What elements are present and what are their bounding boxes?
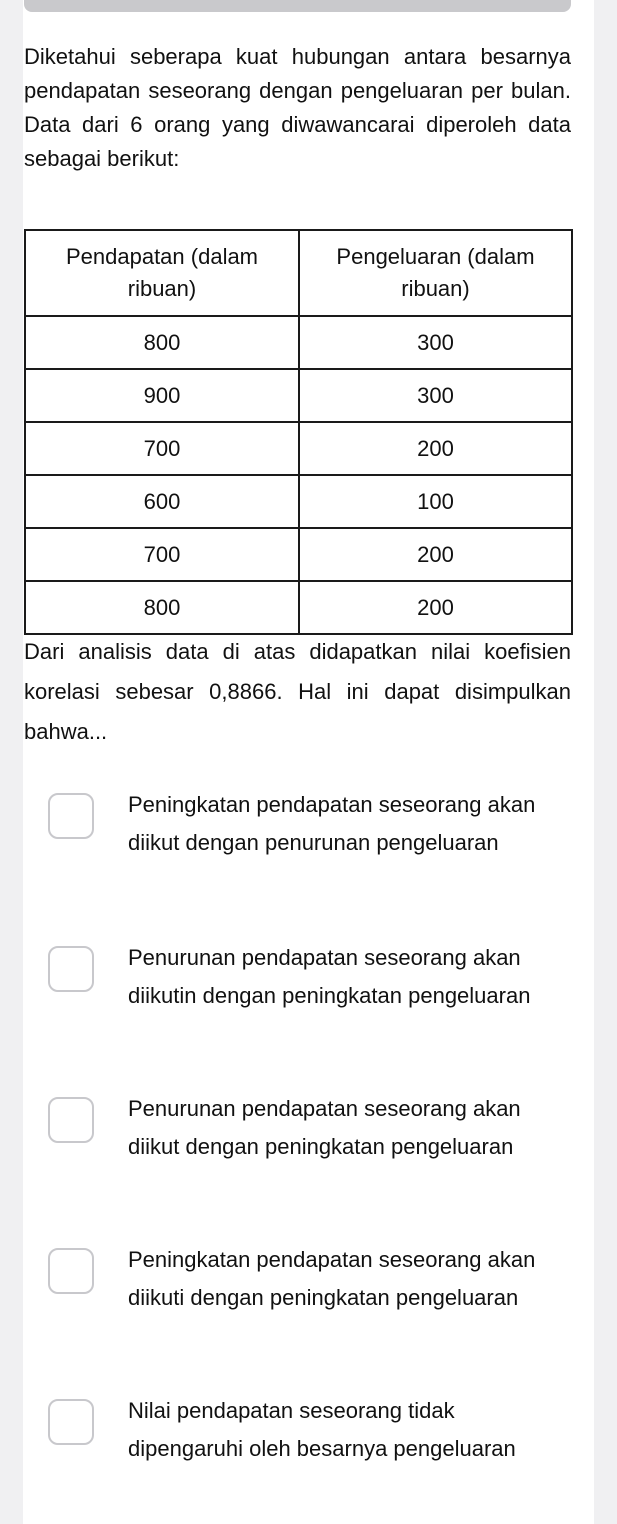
checkbox[interactable] <box>48 946 94 992</box>
cell-pendapatan: 600 <box>25 475 299 528</box>
answer-option-4[interactable] <box>48 1241 548 1361</box>
table-row <box>25 528 572 581</box>
cell-pengeluaran: 300 <box>299 369 572 422</box>
cell-pendapatan: 700 <box>25 422 299 475</box>
scroll-handle-bar <box>24 0 571 12</box>
table-header-row <box>25 230 572 316</box>
table-row <box>25 316 572 369</box>
option-label: Penurunan pendapatan seseorang akan diikutin dengan peningkatan pengeluaran <box>128 945 531 1008</box>
checkbox[interactable] <box>48 1248 94 1294</box>
cell-pendapatan: 800 <box>25 581 299 634</box>
conclusion-text: Dari analisis data di atas didapatkan nilai koefisien korelasi sebesar 0,8866. Hal ini dapat disimpulkan bahwa... <box>24 639 571 744</box>
table-row <box>25 581 572 634</box>
answer-option-2[interactable] <box>48 939 548 1059</box>
checkbox[interactable] <box>48 1399 94 1445</box>
answer-option-3[interactable] <box>48 1090 548 1210</box>
cell-pengeluaran: 300 <box>299 316 572 369</box>
table-row <box>25 475 572 528</box>
checkbox[interactable] <box>48 1097 94 1143</box>
cell-pengeluaran: 100 <box>299 475 572 528</box>
answer-option-1[interactable] <box>48 786 548 906</box>
cell-pendapatan: 800 <box>25 316 299 369</box>
checkbox[interactable] <box>48 793 94 839</box>
option-label: Peningkatan pendapatan seseorang akan diikuti dengan peningkatan pengeluaran <box>128 1247 536 1310</box>
header-pengeluaran: Pengeluaran (dalam ribuan) <box>299 230 572 316</box>
cell-pendapatan: 900 <box>25 369 299 422</box>
option-label: Peningkatan pendapatan seseorang akan diikut dengan penurunan pengeluaran <box>128 792 536 855</box>
cell-pengeluaran: 200 <box>299 581 572 634</box>
cell-pendapatan: 700 <box>25 528 299 581</box>
table-row <box>25 369 572 422</box>
table-row <box>25 422 572 475</box>
option-label: Nilai pendapatan seseorang tidak dipengaruhi oleh besarnya pengeluaran <box>128 1398 516 1461</box>
data-table <box>24 229 573 635</box>
cell-pengeluaran: 200 <box>299 528 572 581</box>
question-text: Diketahui seberapa kuat hubungan antara besarnya pendapatan seseorang dengan pengeluaran per bulan. Data dari 6 orang yang diwawancarai diperoleh data sebagai berikut: <box>24 44 571 171</box>
header-pendapatan: Pendapatan (dalam ribuan) <box>25 230 299 316</box>
answer-option-5[interactable] <box>48 1392 548 1512</box>
option-label: Penurunan pendapatan seseorang akan diikut dengan peningkatan pengeluaran <box>128 1096 521 1159</box>
cell-pengeluaran: 200 <box>299 422 572 475</box>
